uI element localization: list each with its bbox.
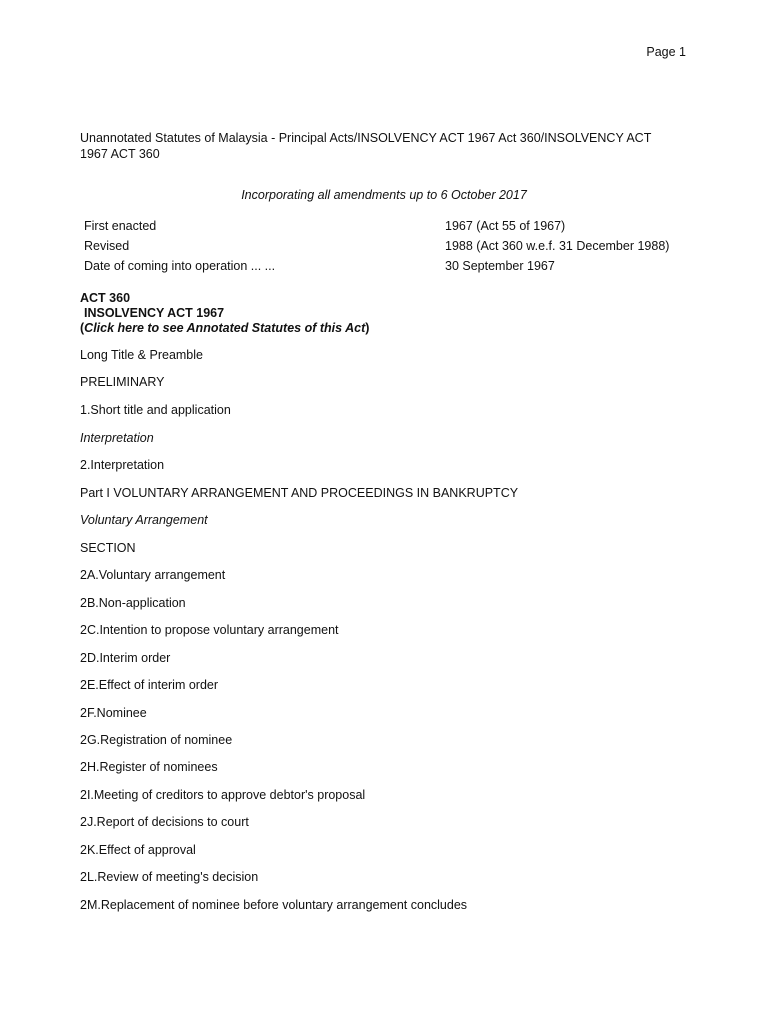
meta-label: Revised [84, 239, 130, 253]
toc-subheading-voluntary-arrangement[interactable]: Voluntary Arrangement [80, 513, 208, 527]
amendment-note: Incorporating all amendments up to 6 October 2017 [241, 188, 527, 202]
page-number: Page 1 [646, 45, 686, 59]
toc-item-section-2f[interactable]: 2F.Nominee [80, 706, 147, 720]
act-number: ACT 360 [80, 291, 131, 305]
meta-label: First enacted [84, 219, 157, 233]
toc-heading-preliminary[interactable]: PRELIMINARY [80, 375, 165, 389]
toc-item-section-2k[interactable]: 2K.Effect of approval [80, 843, 196, 857]
toc-item-section-2e[interactable]: 2E.Effect of interim order [80, 678, 219, 692]
close-paren: ) [365, 321, 370, 335]
toc-item-section-2l[interactable]: 2L.Review of meeting's decision [80, 870, 259, 884]
meta-value: 30 September 1967 [445, 259, 555, 273]
toc-item-section-2[interactable]: 2.Interpretation [80, 458, 165, 472]
toc-item-section-2m[interactable]: 2M.Replacement of nominee before voluntary arrangement concludes [80, 898, 468, 912]
act-name: INSOLVENCY ACT 1967 [84, 306, 225, 320]
document-header: Unannotated Statutes of Malaysia - Principal Acts/INSOLVENCY ACT 1967 Act 360/INSOLVENCY ACT 1967 ACT 360 [80, 131, 652, 161]
act-block [80, 291, 369, 336]
annotated-link-line [80, 321, 369, 336]
toc-heading-part-1[interactable]: Part I VOLUNTARY ARRANGEMENT AND PROCEEDINGS IN BANKRUPTCY [80, 486, 519, 500]
toc-item-section-1[interactable]: 1.Short title and application [80, 403, 231, 417]
toc-item-section-2c[interactable]: 2C.Intention to propose voluntary arrangement [80, 623, 339, 637]
toc-subheading-interpretation[interactable]: Interpretation [80, 431, 154, 445]
toc-item-section-2b[interactable]: 2B.Non-application [80, 596, 186, 610]
toc-item-section-2g[interactable]: 2G.Registration of nominee [80, 733, 233, 747]
meta-value: 1988 (Act 360 w.e.f. 31 December 1988) [445, 239, 670, 253]
open-paren: ( [80, 321, 85, 335]
toc-label-section: SECTION [80, 541, 136, 555]
toc-item-long-title[interactable]: Long Title & Preamble [80, 348, 203, 362]
meta-value: 1967 (Act 55 of 1967) [445, 219, 566, 233]
toc-item-section-2j[interactable]: 2J.Report of decisions to court [80, 815, 249, 829]
annotated-statutes-link[interactable]: Click here to see Annotated Statutes of this Act [84, 321, 366, 335]
toc-item-section-2i[interactable]: 2I.Meeting of creditors to approve debtor's proposal [80, 788, 366, 802]
meta-label: Date of coming into operation ... ... [84, 259, 276, 273]
toc-item-section-2a[interactable]: 2A.Voluntary arrangement [80, 568, 226, 582]
toc-item-section-2h[interactable]: 2H.Register of nominees [80, 760, 218, 774]
toc-item-section-2d[interactable]: 2D.Interim order [80, 651, 171, 665]
